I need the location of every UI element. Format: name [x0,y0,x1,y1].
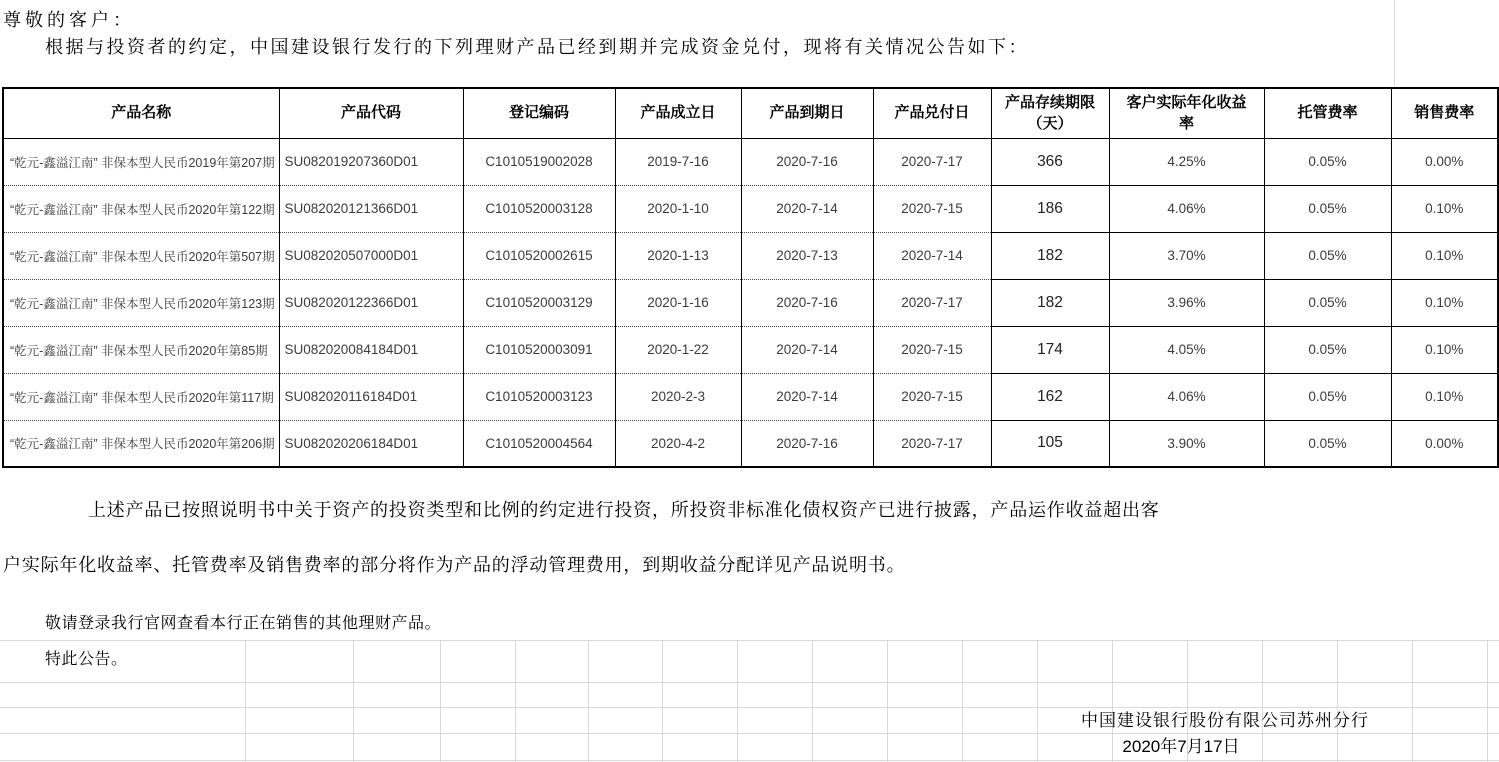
table-cell: 0.05% [1264,326,1391,373]
table-row [3,232,1498,279]
excel-gridline [812,640,813,762]
table-cell: SU082020121366D01 [279,185,463,232]
table-cell: 2019-7-16 [615,138,741,185]
excel-gridline [1487,640,1488,762]
table-cell: “乾元-鑫溢江南” 非保本型人民币2020年第122期 [3,185,279,232]
excel-gridline [353,640,354,762]
table-cell: “乾元-鑫溢江南” 非保本型人民币2019年第207期 [3,138,279,185]
excel-gridline [887,640,888,762]
table-cell: 366 [991,138,1109,185]
table-cell: 2020-7-15 [873,185,991,232]
table-row [3,138,1498,185]
table-cell: 2020-7-17 [873,138,991,185]
table-row [3,326,1498,373]
table-row [3,420,1498,467]
intro-text: 根据与投资者的约定，中国建设银行发行的下列理财产品已经到期并完成资金兑付，现将有关情况公告如下： [45,37,1029,57]
table-cell: 2020-7-16 [741,420,873,467]
header-cell-2: 登记编码 [463,88,615,138]
excel-gridline [737,640,738,762]
header-cell-9: 销售费率 [1391,88,1498,138]
table-cell: 2020-7-15 [873,373,991,420]
table-cell: 2020-7-14 [741,185,873,232]
table-cell: 0.10% [1391,232,1498,279]
greeting-text: 尊敬的客户： [3,10,135,30]
table-cell: 174 [991,326,1109,373]
table-cell: 2020-7-13 [741,232,873,279]
table-row [3,279,1498,326]
table-cell: SU082020206184D01 [279,420,463,467]
header-cell-6: 产品存续期限（天） [991,88,1109,138]
signature-date: 2020年7月17日 [1122,737,1240,756]
table-cell: SU082020116184D01 [279,373,463,420]
excel-gridline [962,640,963,762]
table-cell: C1010520003128 [463,185,615,232]
table-cell: 0.05% [1264,138,1391,185]
table-cell: 2020-1-16 [615,279,741,326]
table-cell: 162 [991,373,1109,420]
table-cell: 3.70% [1109,232,1264,279]
table-cell: C1010520003123 [463,373,615,420]
table-cell: 2020-7-17 [873,279,991,326]
table-cell: 182 [991,232,1109,279]
excel-gridline [588,640,589,762]
website-note: 敬请登录我行官网查看本行正在销售的其他理财产品。 [45,615,442,632]
body-paragraph-line2: 户实际年化收益率、托管费率及销售费率的部分将作为产品的浮动管理费用，到期收益分配详见产品说明书。 [3,555,906,575]
header-cell-4: 产品到期日 [741,88,873,138]
table-cell: 2020-7-16 [741,138,873,185]
table-cell: 0.00% [1391,420,1498,467]
excel-gridline [1394,0,1395,87]
table-cell: 2020-7-14 [741,326,873,373]
closing-note: 特此公告。 [45,651,128,668]
table-cell: 182 [991,279,1109,326]
table-cell: “乾元-鑫溢江南” 非保本型人民币2020年第206期 [3,420,279,467]
table-cell: 0.05% [1264,420,1391,467]
table-cell: 2020-7-14 [741,373,873,420]
table-cell: 0.00% [1391,138,1498,185]
table-cell: 3.96% [1109,279,1264,326]
table-cell: 4.06% [1109,373,1264,420]
table-cell: “乾元-鑫溢江南” 非保本型人民币2020年第123期 [3,279,279,326]
table-row [3,373,1498,420]
excel-gridline [1412,640,1413,762]
table-cell: 2020-4-2 [615,420,741,467]
table-cell: 2020-1-22 [615,326,741,373]
excel-gridline [662,640,663,762]
table-cell: SU082020507000D01 [279,232,463,279]
table-cell: “乾元-鑫溢江南” 非保本型人民币2020年第117期 [3,373,279,420]
table-cell: 0.10% [1391,279,1498,326]
table-cell: 4.25% [1109,138,1264,185]
header-cell-1: 产品代码 [279,88,463,138]
table-cell: 4.05% [1109,326,1264,373]
table-cell: 2020-7-15 [873,326,991,373]
table-cell: SU082020122366D01 [279,279,463,326]
excel-gridline [0,760,1499,761]
body-paragraph-line1: 上述产品已按照说明书中关于资产的投资类型和比例的约定进行投资，所投资非标准化债权资产已进行披露，产品运作收益超出客 [88,500,1160,520]
table-cell: 2020-7-16 [741,279,873,326]
table-cell: SU082020084184D01 [279,326,463,373]
table-cell: 0.05% [1264,279,1391,326]
table-cell: C1010520002615 [463,232,615,279]
table-header-row [3,88,1498,138]
products-table [2,87,1499,468]
table-cell: C1010519002028 [463,138,615,185]
table-cell: 2020-7-17 [873,420,991,467]
table-cell: 2020-7-14 [873,232,991,279]
table-cell: 2020-1-10 [615,185,741,232]
excel-gridline [1337,640,1338,762]
table-cell: “乾元-鑫溢江南” 非保本型人民币2020年第507期 [3,232,279,279]
table-cell: 0.05% [1264,185,1391,232]
excel-gridline [440,640,441,762]
table-cell: C1010520004564 [463,420,615,467]
table-cell: 0.10% [1391,326,1498,373]
header-cell-0: 产品名称 [3,88,279,138]
table-cell: 0.05% [1264,232,1391,279]
table-cell: “乾元-鑫溢江南” 非保本型人民币2020年第85期 [3,326,279,373]
table-cell: 0.10% [1391,373,1498,420]
table-cell: 0.10% [1391,185,1498,232]
table-cell: SU082019207360D01 [279,138,463,185]
header-cell-8: 托管费率 [1264,88,1391,138]
table-cell: C1010520003129 [463,279,615,326]
table-cell: C1010520003091 [463,326,615,373]
table-cell: 4.06% [1109,185,1264,232]
table-cell: 2020-2-3 [615,373,741,420]
header-cell-7: 客户实际年化收益率 [1109,88,1264,138]
table-row [3,185,1498,232]
header-cell-3: 产品成立日 [615,88,741,138]
excel-gridline [0,640,1499,641]
table-cell: 0.05% [1264,373,1391,420]
table-cell: 3.90% [1109,420,1264,467]
table-cell: 105 [991,420,1109,467]
table-cell: 186 [991,185,1109,232]
table-cell: 2020-1-13 [615,232,741,279]
header-cell-5: 产品兑付日 [873,88,991,138]
excel-gridline [245,640,246,762]
signature-company: 中国建设银行股份有限公司苏州分行 [1081,711,1369,730]
excel-gridline [515,640,516,762]
excel-gridline [0,682,1499,683]
